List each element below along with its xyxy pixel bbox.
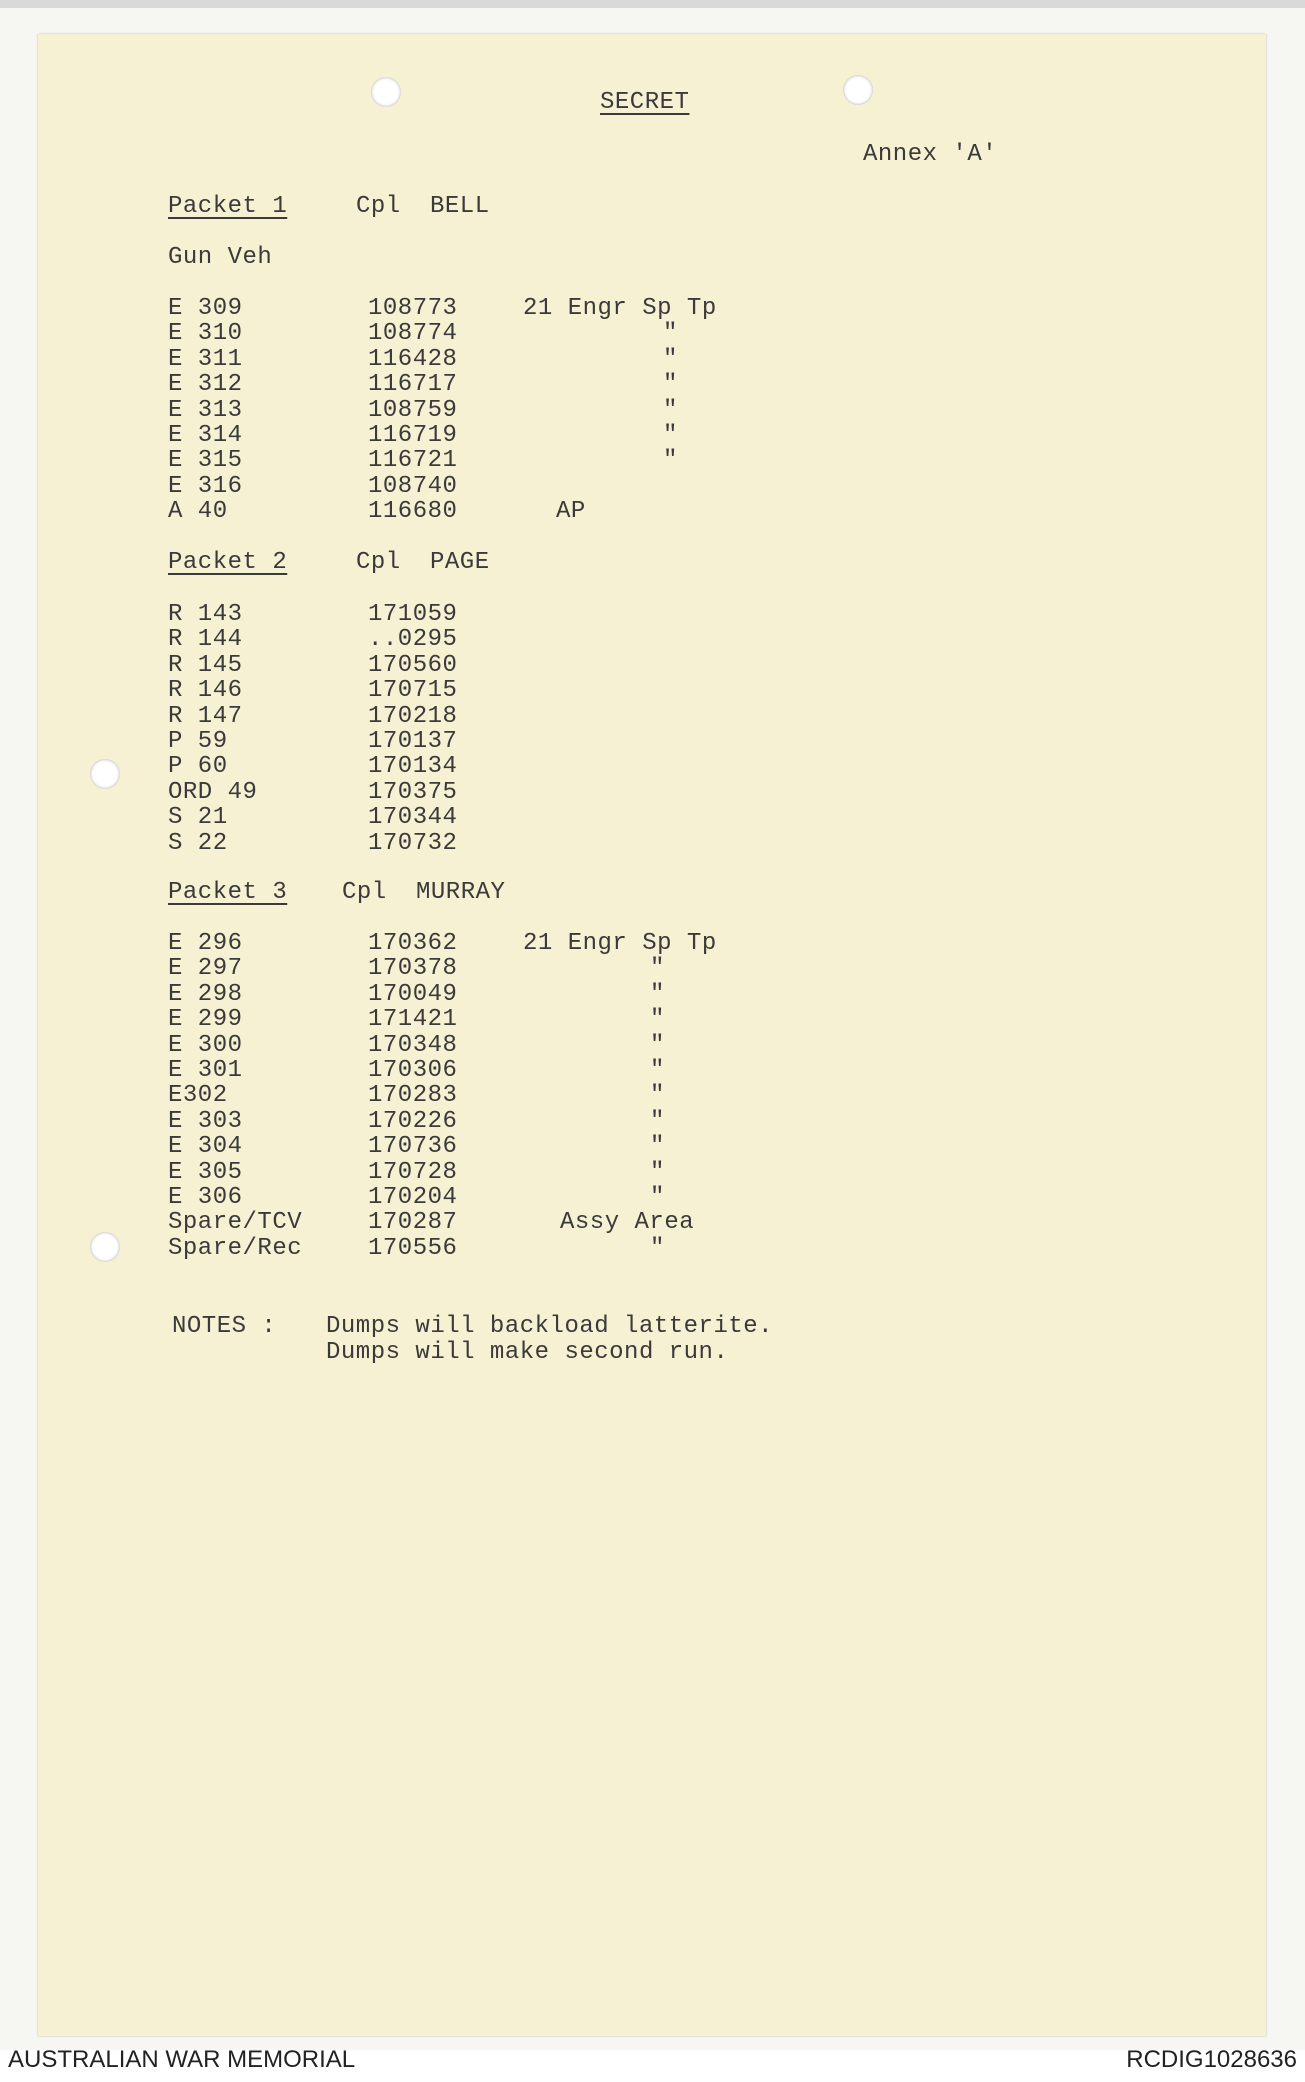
vehicle-code: R 143 bbox=[168, 601, 243, 628]
archive-credit: AUSTRALIAN WAR MEMORIAL bbox=[8, 2046, 356, 2073]
vehicle-code: E 313 bbox=[168, 396, 243, 424]
list-item bbox=[38, 1134, 1266, 1159]
serial-number: 170378 bbox=[368, 955, 458, 983]
vehicle-code: E 310 bbox=[168, 320, 243, 348]
packet-1-subheading: Gun Veh bbox=[168, 244, 273, 271]
punch-hole bbox=[843, 75, 873, 105]
serial-number: 170348 bbox=[368, 1031, 458, 1059]
serial-number: 170306 bbox=[368, 1057, 458, 1084]
vehicle-code: E302 bbox=[168, 1082, 228, 1110]
vehicle-code: E 311 bbox=[168, 345, 243, 373]
vehicle-code: A 40 bbox=[168, 498, 228, 526]
serial-number: 170560 bbox=[368, 651, 458, 679]
serial-number: 170375 bbox=[368, 778, 458, 806]
archive-reference: RCDIG1028636 bbox=[1126, 2046, 1297, 2073]
serial-number: 116680 bbox=[368, 498, 458, 526]
vehicle-code: E 309 bbox=[168, 295, 243, 322]
vehicle-code: E 298 bbox=[168, 980, 243, 1008]
vehicle-code: Spare/TCV bbox=[168, 1209, 303, 1237]
list-item bbox=[38, 931, 1266, 956]
unit-assignment: 21 Engr Sp Tp bbox=[523, 930, 717, 957]
vehicle-code: P 59 bbox=[168, 728, 228, 755]
vehicle-code: S 21 bbox=[168, 804, 228, 832]
vehicle-code: E 300 bbox=[168, 1031, 243, 1059]
vehicle-code: E 305 bbox=[168, 1158, 243, 1186]
list-item bbox=[38, 729, 1266, 754]
list-item bbox=[38, 704, 1266, 729]
packet-1-title: Packet 1 bbox=[168, 193, 288, 220]
packet-1-rank: Cpl bbox=[356, 193, 401, 220]
list-item bbox=[38, 1007, 1266, 1032]
serial-number: 108759 bbox=[368, 396, 458, 424]
list-item bbox=[38, 398, 1266, 423]
serial-number: 170283 bbox=[368, 1082, 458, 1110]
list-item bbox=[38, 831, 1266, 856]
unit-assignment: " bbox=[663, 371, 678, 399]
vehicle-code: E 314 bbox=[168, 422, 243, 449]
list-item bbox=[38, 347, 1266, 372]
unit-assignment: " bbox=[663, 345, 678, 373]
list-item bbox=[38, 1236, 1266, 1261]
list-item bbox=[38, 1109, 1266, 1134]
annex-label: Annex 'A' bbox=[863, 141, 998, 168]
serial-number: 170226 bbox=[368, 1107, 458, 1135]
serial-number: 116719 bbox=[368, 422, 458, 449]
list-item bbox=[38, 780, 1266, 805]
unit-assignment: AP bbox=[556, 498, 586, 526]
serial-number: 170204 bbox=[368, 1184, 458, 1211]
serial-number: 108773 bbox=[368, 295, 458, 322]
vehicle-code: ORD 49 bbox=[168, 778, 258, 806]
serial-number: 170344 bbox=[368, 804, 458, 832]
serial-number: 108774 bbox=[368, 320, 458, 348]
list-item bbox=[38, 423, 1266, 448]
serial-number: ..0295 bbox=[368, 626, 458, 654]
notes-label: NOTES : bbox=[172, 1313, 277, 1340]
unit-assignment: " bbox=[663, 422, 678, 449]
unit-assignment: Assy Area bbox=[560, 1209, 695, 1237]
vehicle-code: E 297 bbox=[168, 955, 243, 983]
list-item bbox=[38, 678, 1266, 703]
vehicle-code: P 60 bbox=[168, 753, 228, 781]
list-item bbox=[38, 474, 1266, 499]
unit-assignment: " bbox=[650, 1006, 665, 1034]
serial-number: 170218 bbox=[368, 702, 458, 730]
list-item bbox=[38, 1058, 1266, 1083]
vehicle-code: E 316 bbox=[168, 472, 243, 500]
list-item bbox=[38, 1185, 1266, 1210]
serial-number: 170362 bbox=[368, 930, 458, 957]
unit-assignment: " bbox=[650, 1184, 665, 1211]
vehicle-code: E 301 bbox=[168, 1057, 243, 1084]
packet-3-rank: Cpl bbox=[342, 879, 387, 906]
serial-number: 171421 bbox=[368, 1006, 458, 1034]
vehicle-code: R 146 bbox=[168, 677, 243, 705]
vehicle-code: R 147 bbox=[168, 702, 243, 730]
serial-number: 170736 bbox=[368, 1133, 458, 1161]
serial-number: 116721 bbox=[368, 447, 458, 475]
vehicle-code: R 145 bbox=[168, 651, 243, 679]
unit-assignment: " bbox=[663, 447, 678, 475]
serial-number: 170715 bbox=[368, 677, 458, 705]
serial-number: 170049 bbox=[368, 980, 458, 1008]
serial-number: 170287 bbox=[368, 1209, 458, 1237]
serial-number: 170728 bbox=[368, 1158, 458, 1186]
unit-assignment: " bbox=[650, 1082, 665, 1110]
unit-assignment: " bbox=[650, 980, 665, 1008]
serial-number: 171059 bbox=[368, 601, 458, 628]
serial-number: 170556 bbox=[368, 1234, 458, 1262]
document-page bbox=[38, 34, 1266, 2036]
vehicle-code: E 306 bbox=[168, 1184, 243, 1211]
unit-assignment: " bbox=[650, 1158, 665, 1186]
packet-2-title: Packet 2 bbox=[168, 549, 288, 576]
list-item bbox=[38, 602, 1266, 627]
unit-assignment: " bbox=[650, 1133, 665, 1161]
unit-assignment: " bbox=[663, 320, 678, 348]
serial-number: 170137 bbox=[368, 728, 458, 755]
unit-assignment: " bbox=[650, 1057, 665, 1084]
unit-assignment: " bbox=[650, 1107, 665, 1135]
serial-number: 170134 bbox=[368, 753, 458, 781]
unit-assignment: " bbox=[650, 1234, 665, 1262]
list-item bbox=[38, 1083, 1266, 1108]
list-item bbox=[38, 296, 1266, 321]
scan-top-edge bbox=[0, 0, 1305, 8]
list-item bbox=[38, 499, 1266, 524]
vehicle-code: E 315 bbox=[168, 447, 243, 475]
notes-line: Dumps will backload latterite. bbox=[326, 1313, 774, 1340]
unit-assignment: " bbox=[650, 955, 665, 983]
list-item bbox=[38, 448, 1266, 473]
list-item bbox=[38, 321, 1266, 346]
vehicle-code: S 22 bbox=[168, 829, 228, 857]
packet-1-name: BELL bbox=[430, 193, 490, 220]
packet-3-name: MURRAY bbox=[416, 879, 506, 906]
vehicle-code: E 299 bbox=[168, 1006, 243, 1034]
vehicle-code: R 144 bbox=[168, 626, 243, 654]
unit-assignment: " bbox=[650, 1031, 665, 1059]
punch-hole bbox=[371, 77, 401, 107]
vehicle-code: E 296 bbox=[168, 930, 243, 957]
packet-2-name: PAGE bbox=[430, 549, 490, 576]
list-item bbox=[38, 1033, 1266, 1058]
list-item bbox=[38, 1160, 1266, 1185]
serial-number: 170732 bbox=[368, 829, 458, 857]
list-item bbox=[38, 627, 1266, 652]
list-item bbox=[38, 754, 1266, 779]
serial-number: 116428 bbox=[368, 345, 458, 373]
list-item bbox=[38, 653, 1266, 678]
list-item bbox=[38, 805, 1266, 830]
unit-assignment: " bbox=[663, 396, 678, 424]
vehicle-code: E 312 bbox=[168, 371, 243, 399]
serial-number: 108740 bbox=[368, 472, 458, 500]
packet-2-rank: Cpl bbox=[356, 549, 401, 576]
list-item bbox=[38, 956, 1266, 981]
vehicle-code: E 304 bbox=[168, 1133, 243, 1161]
classification-heading: SECRET bbox=[600, 89, 690, 116]
unit-assignment: 21 Engr Sp Tp bbox=[523, 295, 717, 322]
vehicle-code: E 303 bbox=[168, 1107, 243, 1135]
serial-number: 116717 bbox=[368, 371, 458, 399]
vehicle-code: Spare/Rec bbox=[168, 1234, 303, 1262]
list-item bbox=[38, 372, 1266, 397]
packet-3-title: Packet 3 bbox=[168, 879, 288, 906]
notes-line: Dumps will make second run. bbox=[326, 1339, 729, 1366]
list-item bbox=[38, 1210, 1266, 1235]
list-item bbox=[38, 982, 1266, 1007]
